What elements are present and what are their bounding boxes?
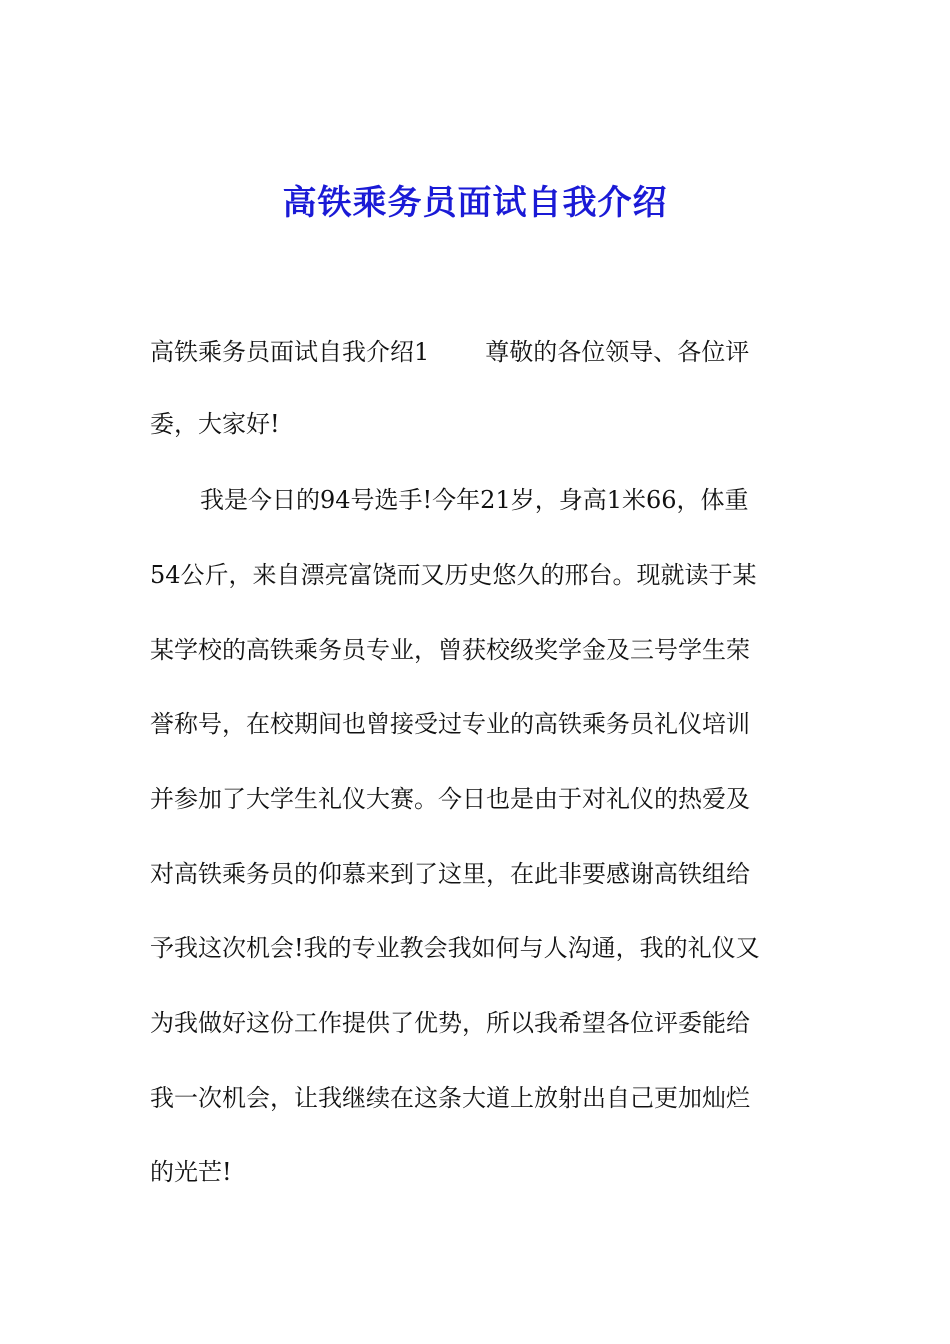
section-heading: 高铁乘务员面试自我介绍1 [150,338,430,366]
paragraph-line-1 [150,332,810,372]
paragraph-line-11: 我一次机会，让我继续在这条大道上放射出自己更加灿烂 [150,1084,750,1112]
paragraph-line-4: 54公斤，来自漂亮富饶而又历史悠久的邢台。现就读于某 [150,561,757,589]
paragraph-line-2: 委，大家好! [150,410,280,438]
greeting-text: 尊敬的各位领导、各位评 [485,338,750,366]
paragraph-line-6: 誉称号，在校期间也曾接受过专业的高铁乘务员礼仪培训 [150,710,750,738]
document-title: 高铁乘务员面试自我介绍 [282,183,668,223]
paragraph-line-10: 为我做好这份工作提供了优势，所以我希望各位评委能给 [150,1009,750,1037]
paragraph-line-8: 对高铁乘务员的仰慕来到了这里，在此非要感谢高铁组给 [150,860,750,888]
paragraph-line-7: 并参加了大学生礼仪大赛。今日也是由于对礼仪的热爱及 [150,785,750,813]
paragraph-line-9: 予我这次机会!我的专业教会我如何与人沟通，我的礼仪又 [150,934,760,962]
paragraph-line-3: 我是今日的94号选手!今年21岁，身高1米66，体重 [200,486,749,514]
paragraph-line-12: 的光芒! [150,1158,232,1186]
paragraph-line-5: 某学校的高铁乘务员专业，曾获校级奖学金及三号学生荣 [150,636,750,664]
